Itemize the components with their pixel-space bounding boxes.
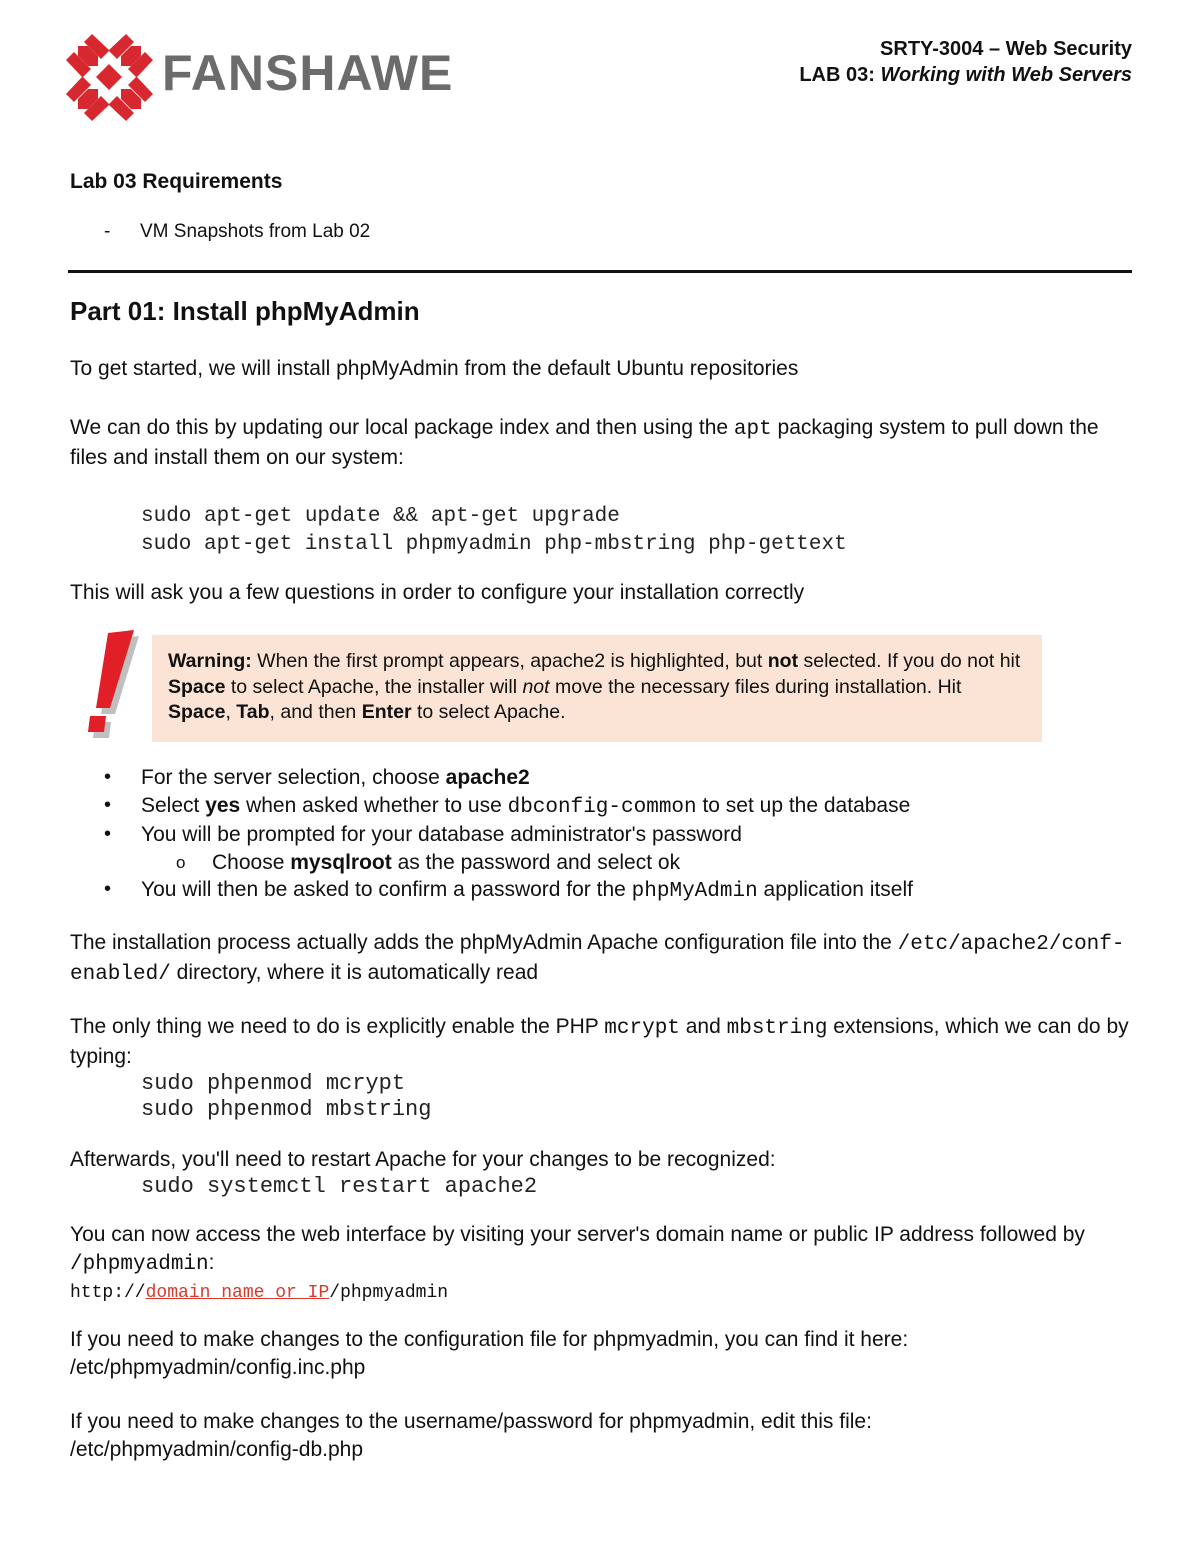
update-text [70, 414, 1132, 472]
text-span: Space [168, 675, 226, 698]
text-span: application itself [757, 878, 913, 901]
enable-paragraph [70, 1013, 1132, 1123]
course-title: SRTY-3004 – Web Security [880, 38, 1132, 60]
url-placeholder: domain_name_or_IP [145, 1283, 330, 1303]
lab-title [799, 62, 1132, 88]
requirements-title: Lab 03 Requirements [70, 170, 283, 193]
text-span: to select Apache. [411, 701, 566, 723]
restart-paragraph [70, 1146, 1132, 1200]
text-span: Tab [236, 701, 270, 723]
inline-code: mcrypt [604, 1017, 680, 1040]
requirement-text: VM Snapshots from Lab 02 [140, 221, 371, 242]
text-span: selected. If you do not hit [798, 650, 1021, 672]
logo-wordmark: FANSHAWE [162, 45, 454, 101]
text-span: You will be prompted for your database administrator's password [141, 823, 742, 846]
part-heading: Part 01: Install phpMyAdmin [70, 296, 420, 326]
text-span: We can do this by updating our local package index and then using the [70, 416, 734, 439]
text-span: not [522, 675, 550, 698]
text-span: apache2 [445, 766, 530, 789]
questions-paragraph [70, 579, 1132, 607]
command-line: sudo systemctl restart apache2 [141, 1174, 538, 1199]
list-item [70, 821, 1132, 849]
intro-text: To get started, we will install phpMyAdmin from the default Ubuntu repositories [70, 357, 799, 380]
dbconfig-paragraph [70, 1408, 1132, 1464]
requirements-section [70, 168, 1132, 246]
lab-prefix: LAB 03: [799, 64, 881, 86]
install-steps [70, 764, 1132, 906]
command-line: sudo apt-get install phpmyadmin php-mbstring php-gettext [141, 533, 847, 556]
text-span: Space [168, 701, 226, 723]
enable-text [70, 1013, 1132, 1071]
text-span: and [679, 1015, 727, 1038]
lab-title-text: Working with Web Servers [880, 64, 1132, 86]
bullet-list [70, 764, 1132, 906]
command-line: sudo phpenmod mcrypt [141, 1071, 406, 1096]
text-span: directory, where it is automatically read [170, 961, 539, 984]
course-header [799, 36, 1132, 88]
install-note-paragraph [70, 929, 1132, 989]
text-span: packaging system to pull down the files and install them on our system: [70, 416, 1099, 469]
inline-code: /etc/apache2/conf-enabled/ [70, 933, 1125, 986]
config-paragraph [70, 1326, 1132, 1382]
text-span: : [208, 1251, 215, 1274]
text-span: move the necessary files during installation. Hit [549, 675, 962, 698]
inline-code: /phpmyadmin [70, 1253, 209, 1276]
text-span: When the first prompt appears, apache2 is highlighted, but [251, 650, 768, 672]
text-span: For the server selection, choose [141, 766, 446, 789]
url-prefix: http:// [70, 1283, 146, 1303]
list-item [70, 876, 1132, 906]
text-span: mysqlroot [290, 850, 392, 874]
fanshawe-logo-icon [62, 30, 157, 125]
text-span: The installation process actually adds the phpMyAdmin Apache configuration file into the [70, 931, 898, 954]
list-dash: - [104, 221, 111, 242]
install-note-text [70, 929, 1132, 989]
install-commands [70, 503, 1200, 559]
config-text: If you need to make changes to the configuration file for phpmyadmin, you can find it here: [70, 1328, 909, 1351]
url-suffix: /phpmyadmin [329, 1283, 449, 1303]
list-item [70, 764, 1132, 792]
inline-code: mbstring [726, 1017, 828, 1040]
list-item [70, 792, 1132, 822]
text-span: extensions, which we can do by typing: [70, 1015, 1129, 1068]
text-span: The only thing we need to do is explicitly enable the PHP [70, 1015, 605, 1038]
list-item [70, 849, 1132, 877]
warning-callout [80, 630, 1050, 745]
section-divider [68, 270, 1132, 273]
update-paragraph [70, 414, 1132, 472]
exclamation-icon [80, 630, 140, 740]
list-item [70, 218, 1132, 246]
enable-commands [70, 1071, 1132, 1123]
fanshawe-logo [62, 30, 452, 125]
text-span: yes [205, 793, 241, 817]
text-span: You can now access the web interface by visiting your server's domain name or public IP address followed by [70, 1223, 1085, 1246]
text-span: not [767, 650, 799, 672]
questions-text: This will ask you a few questions in order to configure your installation correctly [70, 581, 805, 604]
text-span: to select Apache, the installer will [225, 675, 523, 698]
inline-code: dbconfig-common [507, 795, 697, 819]
inline-code: apt [733, 418, 772, 441]
access-paragraph [70, 1221, 1132, 1307]
dbconfig-text: If you need to make changes to the username/password for phpmyadmin, edit this file: [70, 1410, 872, 1433]
requirements-list [70, 218, 1132, 246]
text-span: , and then [269, 701, 362, 723]
text-span: when asked whether to use [240, 793, 508, 817]
text-span: Choose [212, 850, 291, 874]
inline-code: phpMyAdmin [631, 880, 758, 903]
phpmyadmin-url [70, 1279, 1132, 1307]
text-span: You will then be asked to confirm a password for the [141, 878, 632, 901]
command-line: sudo apt-get update && apt-get upgrade [141, 505, 620, 528]
text-span: , [225, 701, 237, 723]
text-span: Enter [361, 701, 412, 723]
intro-paragraph [70, 355, 1132, 383]
text-span: to set up the database [696, 793, 911, 817]
text-span: Select [141, 793, 206, 817]
warning-box [152, 635, 1042, 742]
dbconfig-path: /etc/phpmyadmin/config-db.php [70, 1438, 364, 1461]
text-span: as the password and select ok [391, 850, 681, 874]
access-text [70, 1221, 1132, 1279]
config-path: /etc/phpmyadmin/config.inc.php [70, 1356, 366, 1379]
restart-text: Afterwards, you'll need to restart Apache for your changes to be recognized: [70, 1148, 776, 1171]
warning-label: Warning: [168, 650, 252, 672]
command-line: sudo phpenmod mbstring [141, 1097, 432, 1122]
